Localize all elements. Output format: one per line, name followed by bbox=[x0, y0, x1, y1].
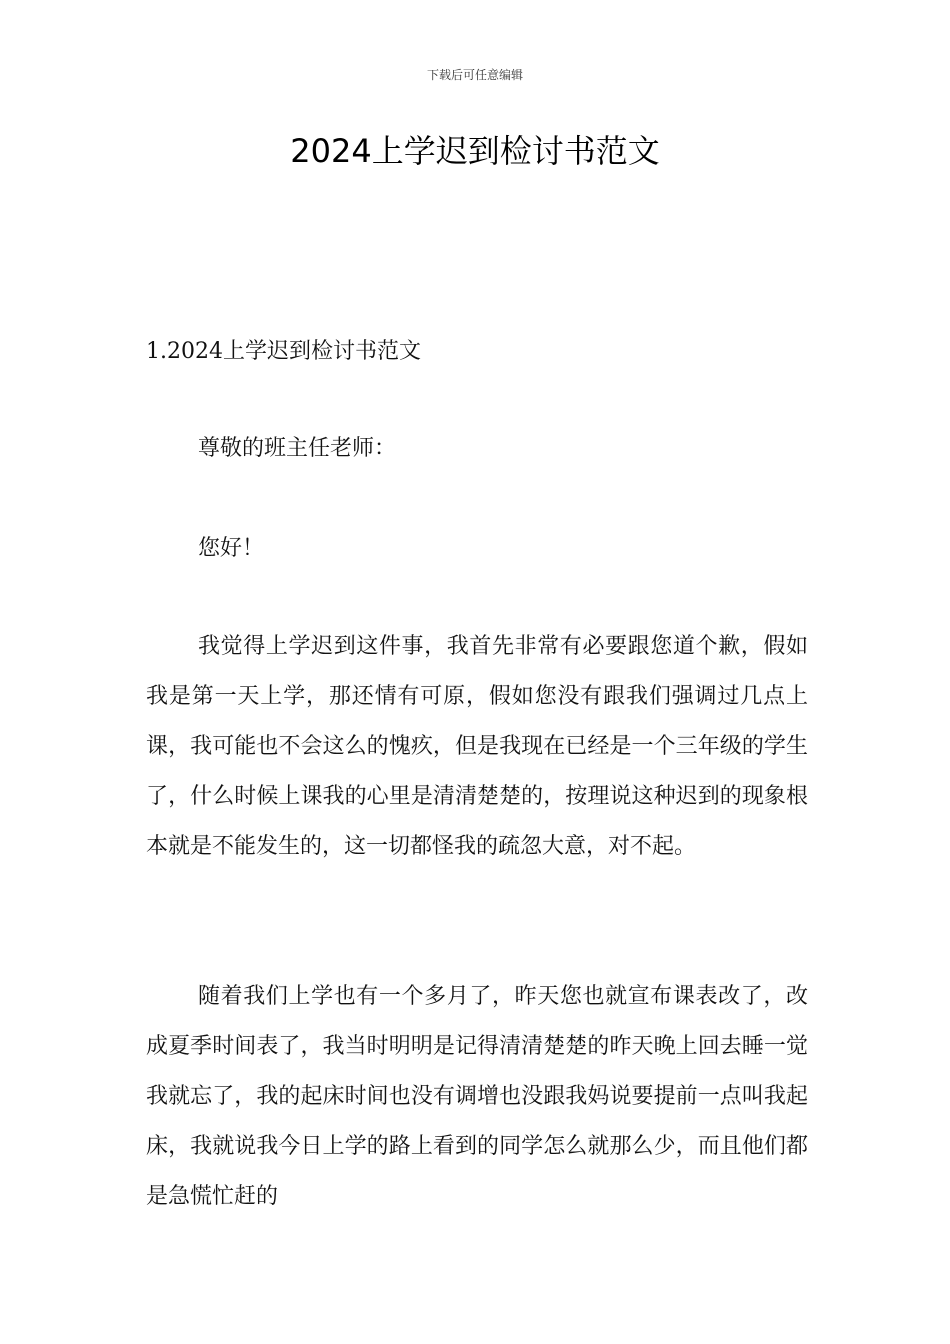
document-title: 2024上学迟到检讨书范文 bbox=[290, 132, 660, 170]
body-paragraph-2: 随着我们上学也有一个多月了，昨天您也就宣布课表改了，改成夏季时间表了，我当时明明是记得清清楚楚的昨天晚上回去睡一觉我就忘了，我的起床时间也没有调增也没跟我妈说要提前一点叫我起床，我就说我今日上学的路上看到的同学怎么就那么少，而且他们都是急慌忙赶的 bbox=[146, 984, 808, 1209]
hello-paragraph: 您好！ bbox=[198, 536, 265, 561]
section-heading: 1.2024上学迟到检讨书范文 bbox=[146, 339, 421, 364]
header-note: 下载后可任意编辑 bbox=[426, 68, 523, 82]
body-paragraph-1: 我觉得上学迟到这件事，我首先非常有必要跟您道个歉，假如我是第一天上学，那还情有可原，假如您没有跟我们强调过几点上课，我可能也不会这么的愧疚，但是我现在已经是一个三年级的学生了，什么时候上课我的心里是清清楚楚的，按理说这种迟到的现象根本就是不能发生的，这一切都怪我的疏忽大意，对不起。 bbox=[146, 634, 808, 859]
greeting-paragraph: 尊敬的班主任老师： bbox=[198, 436, 397, 461]
